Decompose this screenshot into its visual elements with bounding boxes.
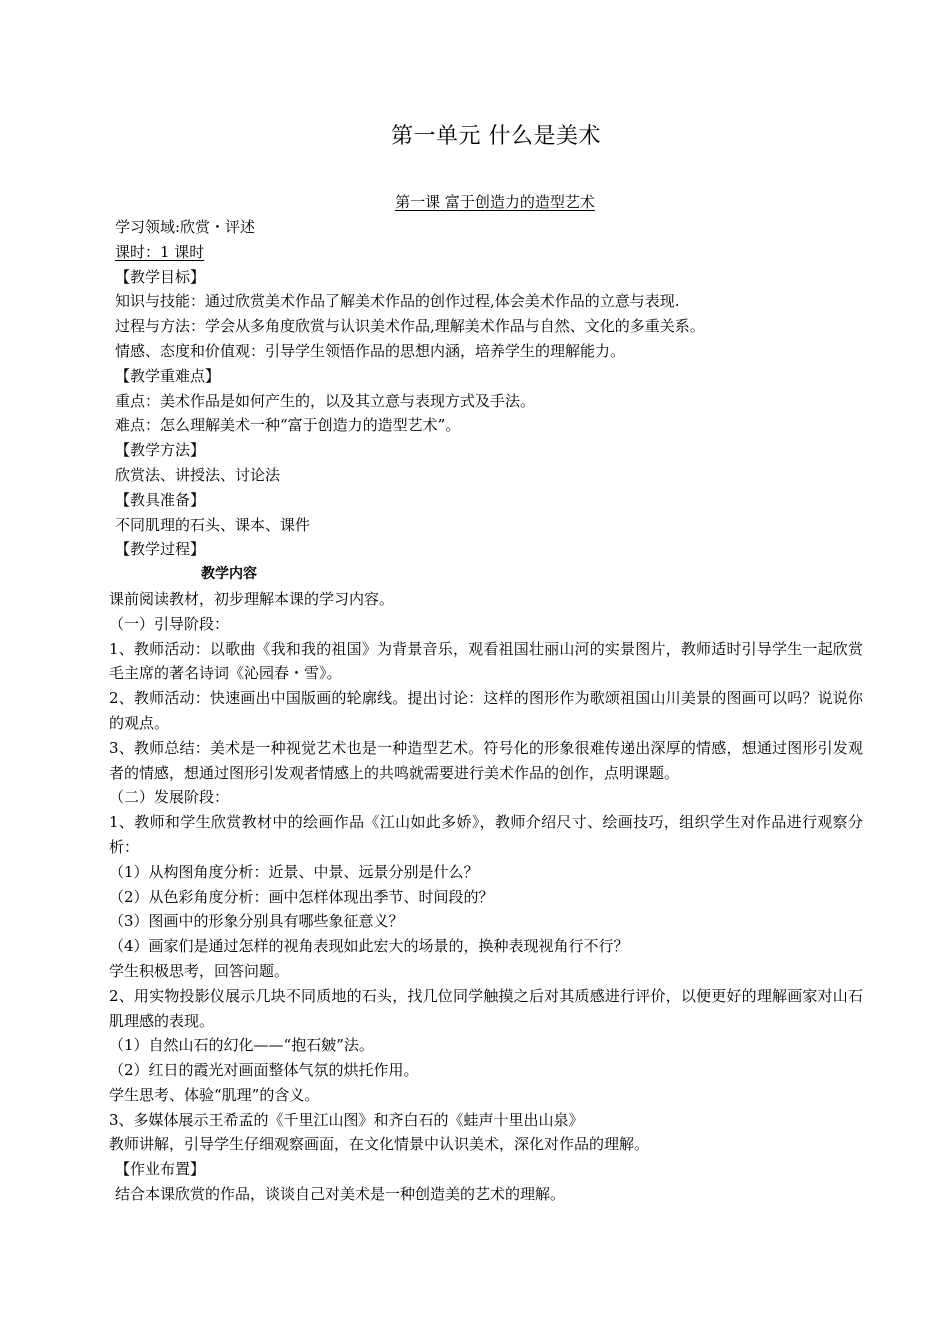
text-line: 不同肌理的石头、课本、课件 xyxy=(115,515,311,534)
text-line: （1）自然山石的幻化——“抱石皴”法。 xyxy=(109,1036,374,1055)
text-line: 重点：美术作品是如何产生的，以及其立意与表现方式及手法。 xyxy=(115,391,536,410)
text-line: （4）画家们是通过怎样的视角表现如此宏大的场景的，换种表现视角行不行？ xyxy=(109,937,629,956)
lesson-subtitle: 第一课 富于创造力的造型艺术 xyxy=(395,193,595,211)
text-line: （2）从色彩角度分析：画中怎样体现出季节、时间段的？ xyxy=(109,887,494,906)
text-line: 知识与技能：通过欣赏美术作品了解美术作品的创作过程,体会美术作品的立意与表现. xyxy=(115,292,680,311)
text-line: （3）图画中的形象分别具有哪些象征意义？ xyxy=(109,912,404,931)
text-line: 【教学过程】 xyxy=(115,540,206,559)
section-heading: 教学内容 xyxy=(201,566,257,583)
text-line: 欣赏法、讲授法、讨论法 xyxy=(115,465,281,484)
text-line: 【教学方法】 xyxy=(115,441,206,460)
text-line: 课前阅读教材，初步理解本课的学习内容。 xyxy=(109,589,395,608)
paragraph: 1、教师活动：以歌曲《我和我的祖国》为背景音乐，观看祖国壮丽山河的实景图片，教师适时引导学生一起欣赏毛主席的著名诗词《沁园春・雪》。 xyxy=(109,639,863,683)
text-line: 学习领域:欣赏・评述 xyxy=(115,218,256,236)
paragraph: 2、用实物投影仪展示几块不同质地的石头，找几位同学触摸之后对其质感进行评价，以便更好的理解画家对山石肌理感的表现。 xyxy=(109,986,863,1030)
text-line: （二）发展阶段： xyxy=(109,788,230,807)
text-line: 学生积极思考，回答问题。 xyxy=(109,961,290,980)
page-title: 第一单元 什么是美术 xyxy=(391,124,601,149)
text-line: 难点：怎么理解美术一种“富于创造力的造型艺术”。 xyxy=(115,416,461,435)
text-line: 3、多媒体展示王希孟的《千里江山图》和齐白石的《蛙声十里出山泉》 xyxy=(109,1110,584,1129)
text-line: 教师讲解，引导学生仔细观察画面，在文化情景中认识美术，深化对作品的理解。 xyxy=(109,1135,650,1154)
paragraph: 3、教师总结：美术是一种视觉艺术也是一种造型艺术。符号化的形象很难传递出深厚的情感，想通过图形引发观者的情感，想通过图形引发观者情感上的共鸣就需要进行美术作品的创作，点明课题。 xyxy=(109,738,863,782)
text-line: 学生思考、体验“肌理”的含义。 xyxy=(109,1085,320,1104)
text-line: 【教具准备】 xyxy=(115,490,206,509)
text-line: 【教学目标】 xyxy=(115,267,206,286)
text-line: 过程与方法：学会从多角度欣赏与认识美术作品,理解美术作品与自然、文化的多重关系。 xyxy=(115,317,705,336)
paragraph: 2、教师活动：快速画出中国版画的轮廓线。提出讨论：这样的图形作为歌颂祖国山川美景的图画可以吗？说说你的观点。 xyxy=(109,689,863,732)
document-body xyxy=(109,215,863,1207)
paragraph: 1、教师和学生欣赏教材中的绘画作品《江山如此多娇》，教师介绍尺寸、绘画技巧，组织学生对作品进行观察分析： xyxy=(109,813,863,856)
text-line: 结合本课欣赏的作品，谈谈自己对美术是一种创造美的艺术的理解。 xyxy=(115,1185,566,1204)
text-line: 课时：1 课时 xyxy=(115,242,205,261)
text-line: 【教学重难点】 xyxy=(115,366,221,385)
text-line: 情感、态度和价值观：引导学生领悟作品的思想内涵，培养学生的理解能力。 xyxy=(115,341,626,360)
text-line: （一）引导阶段： xyxy=(109,614,230,633)
text-line: （2）红日的霞光对画面整体气氛的烘托作用。 xyxy=(109,1061,419,1080)
text-line: 【作业布置】 xyxy=(115,1160,206,1179)
text-line: （1）从构图角度分析：近景、中景、远景分别是什么？ xyxy=(109,862,479,881)
